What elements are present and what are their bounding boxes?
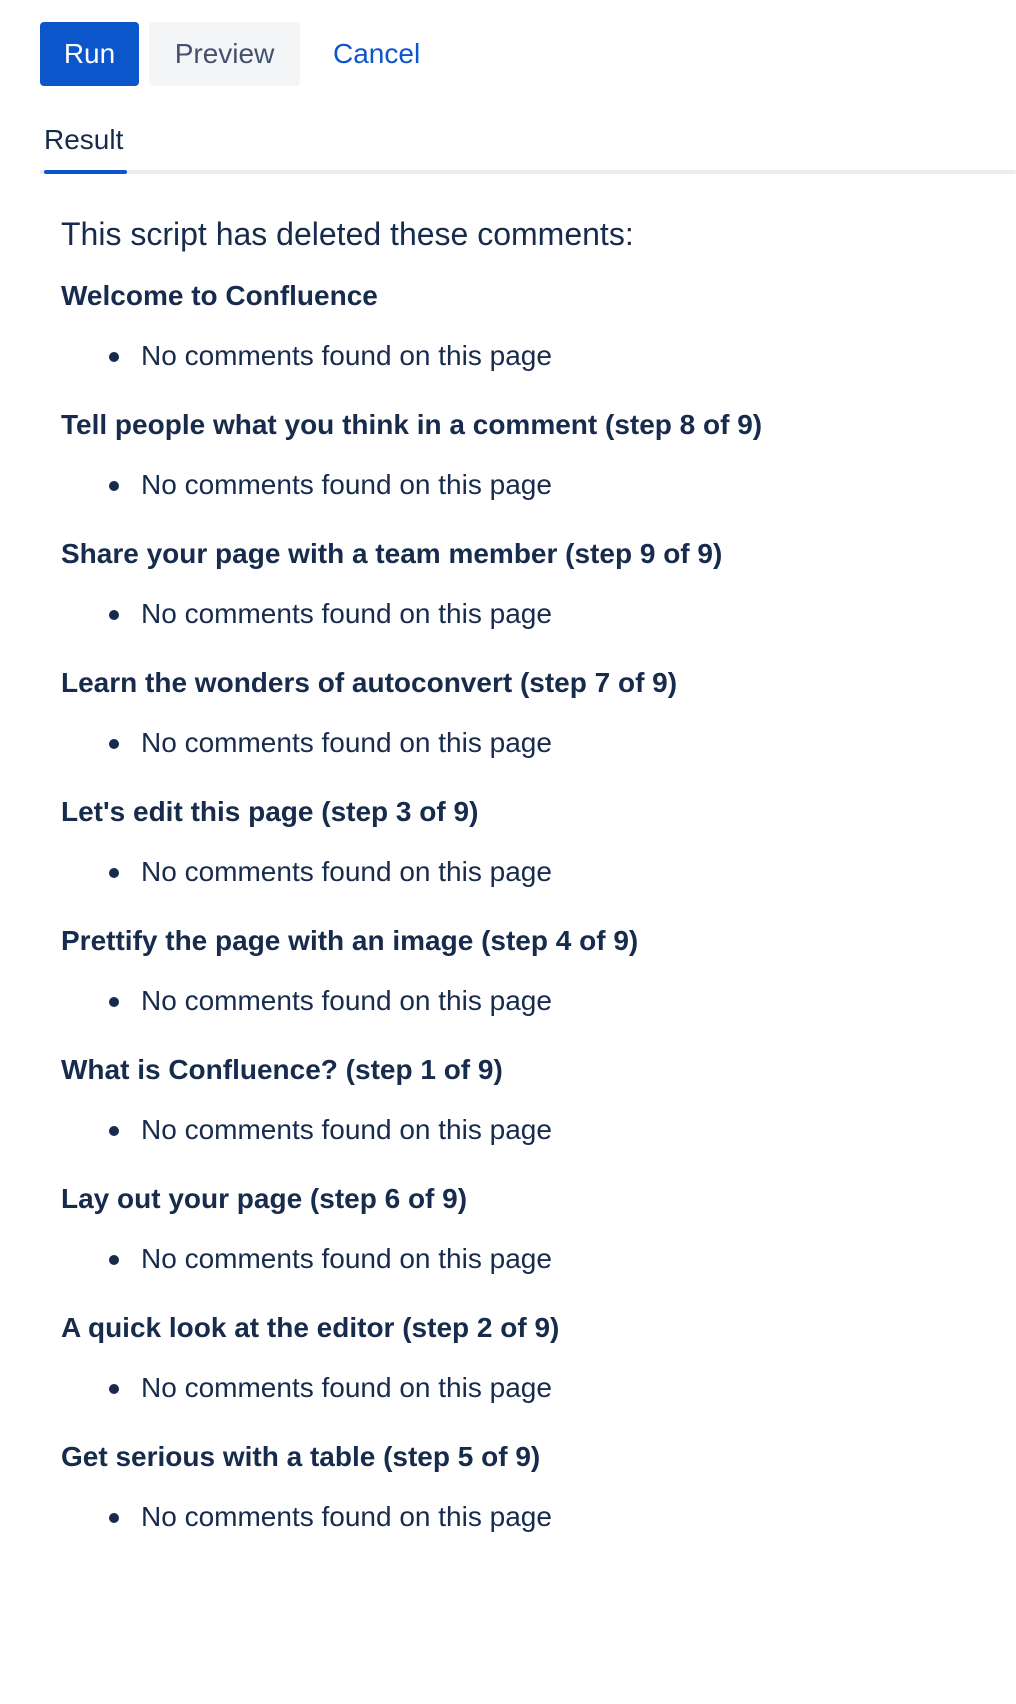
list-item-text: No comments found on this page — [141, 1114, 552, 1145]
page-title: Let's edit this page (step 3 of 9) — [61, 796, 479, 827]
page-title: Learn the wonders of autoconvert (step 7 of 9) — [61, 667, 678, 698]
cancel-button[interactable]: Cancel — [333, 38, 421, 69]
page-title: Welcome to Confluence — [61, 280, 378, 311]
list-item — [61, 1110, 552, 1150]
list-item-text: No comments found on this page — [141, 1372, 552, 1403]
bullet-icon — [109, 610, 119, 620]
page-section — [61, 276, 552, 376]
bullet-icon — [109, 997, 119, 1007]
result-panel — [61, 210, 996, 1532]
bullet-icon — [109, 868, 119, 878]
list-item-text: No comments found on this page — [141, 340, 552, 371]
page-section — [61, 1308, 559, 1408]
list-item — [61, 723, 677, 763]
list-item-text: No comments found on this page — [141, 469, 552, 500]
bullet-icon — [109, 481, 119, 491]
page-title: Get serious with a table (step 5 of 9) — [61, 1441, 541, 1472]
page-section — [61, 792, 552, 892]
page-section — [61, 921, 638, 1021]
list-item-text: No comments found on this page — [141, 1501, 552, 1532]
page-title: Lay out your page (step 6 of 9) — [61, 1183, 468, 1214]
page-title: What is Confluence? (step 1 of 9) — [61, 1054, 503, 1085]
preview-button[interactable]: Preview — [149, 22, 300, 86]
page-title: A quick look at the editor (step 2 of 9) — [61, 1312, 560, 1343]
list-item — [61, 1368, 559, 1408]
bullet-icon — [109, 739, 119, 749]
result-intro: This script has deleted these comments: — [61, 216, 634, 252]
list-item — [61, 594, 722, 634]
bullet-icon — [109, 1255, 119, 1265]
tab-bar — [40, 116, 1016, 174]
page-section — [61, 1179, 552, 1279]
run-button[interactable]: Run — [40, 22, 139, 86]
bullet-icon — [109, 1384, 119, 1394]
list-item-text: No comments found on this page — [141, 727, 552, 758]
page-title: Tell people what you think in a comment (step 8 of 9) — [61, 409, 763, 440]
list-item — [61, 981, 638, 1021]
page-section — [61, 534, 722, 634]
list-item — [61, 1239, 552, 1279]
bullet-icon — [109, 1126, 119, 1136]
list-item — [61, 852, 552, 892]
list-item-text: No comments found on this page — [141, 985, 552, 1016]
list-item-text: No comments found on this page — [141, 1243, 552, 1274]
list-item — [61, 465, 762, 505]
list-item — [61, 336, 552, 376]
tab-active-indicator — [44, 170, 127, 174]
list-item — [61, 1497, 552, 1537]
page-section — [61, 663, 677, 763]
toolbar — [40, 22, 432, 86]
list-item-text: No comments found on this page — [141, 598, 552, 629]
page-section — [61, 1050, 552, 1150]
page-section — [61, 405, 762, 505]
list-item-text: No comments found on this page — [141, 856, 552, 887]
page-section — [61, 1437, 552, 1537]
bullet-icon — [109, 1513, 119, 1523]
page-title: Share your page with a team member (step 9 of 9) — [61, 538, 723, 569]
tab-result[interactable]: Result — [44, 124, 124, 155]
bullet-icon — [109, 352, 119, 362]
page-title: Prettify the page with an image (step 4 of 9) — [61, 925, 639, 956]
tab-divider — [40, 170, 1016, 174]
